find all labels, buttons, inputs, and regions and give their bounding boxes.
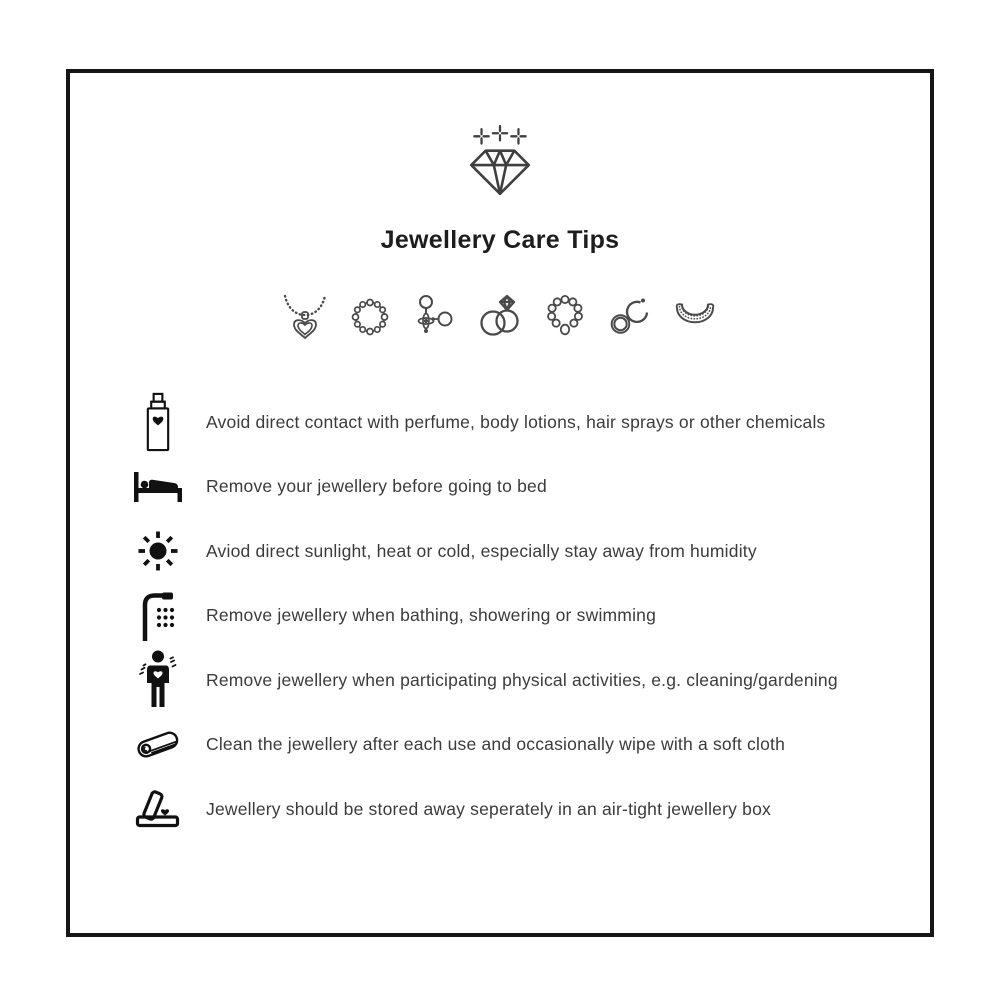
heart-pendant-necklace-icon xyxy=(279,291,331,343)
bead-necklace-icon xyxy=(539,291,591,343)
hoop-earrings-icon xyxy=(604,291,656,343)
tips-list xyxy=(131,390,911,842)
tip-row-box xyxy=(131,777,911,842)
perfume-bottle-icon xyxy=(131,391,185,453)
tip-text: Aviod direct sunlight, heat or cold, especially stay away from humidity xyxy=(206,540,757,561)
tip-text: Jewellery should be stored away seperately in an air-tight jewellery box xyxy=(206,798,771,819)
soft-cloth-icon xyxy=(131,724,185,766)
tip-text: Remove jewellery when bathing, showering or swimming xyxy=(206,605,657,626)
tip-text: Avoid direct contact with perfume, body lotions, hair sprays or other chemicals xyxy=(206,411,826,432)
header-icon-wrap xyxy=(0,124,1000,202)
jewellery-icons-row xyxy=(0,291,1000,343)
tip-text: Remove jewellery when participating physical activities, e.g. cleaning/gardening xyxy=(206,669,838,690)
tip-row-cloth xyxy=(131,713,911,778)
tip-row-activity xyxy=(131,648,911,713)
jewellery-box-icon xyxy=(131,788,185,830)
tip-row-sun xyxy=(131,519,911,584)
tip-row-bed xyxy=(131,455,911,520)
bed-icon xyxy=(131,470,185,504)
tip-text: Remove your jewellery before going to bed xyxy=(206,476,547,497)
sun-icon xyxy=(131,528,185,574)
cuff-bangle-icon xyxy=(669,291,721,343)
tip-row-shower xyxy=(131,584,911,649)
shower-icon xyxy=(131,589,185,643)
tip-text: Clean the jewellery after each use and occasionally wipe with a soft cloth xyxy=(206,734,785,755)
tip-row-perfume xyxy=(131,390,911,455)
beaded-bracelet-icon xyxy=(344,291,396,343)
person-activity-icon xyxy=(131,649,185,711)
stud-earrings-icon xyxy=(409,291,461,343)
diamond-rings-icon xyxy=(474,291,526,343)
diamond-sparkle-icon xyxy=(461,124,539,202)
page-title: Jewellery Care Tips xyxy=(380,226,620,254)
